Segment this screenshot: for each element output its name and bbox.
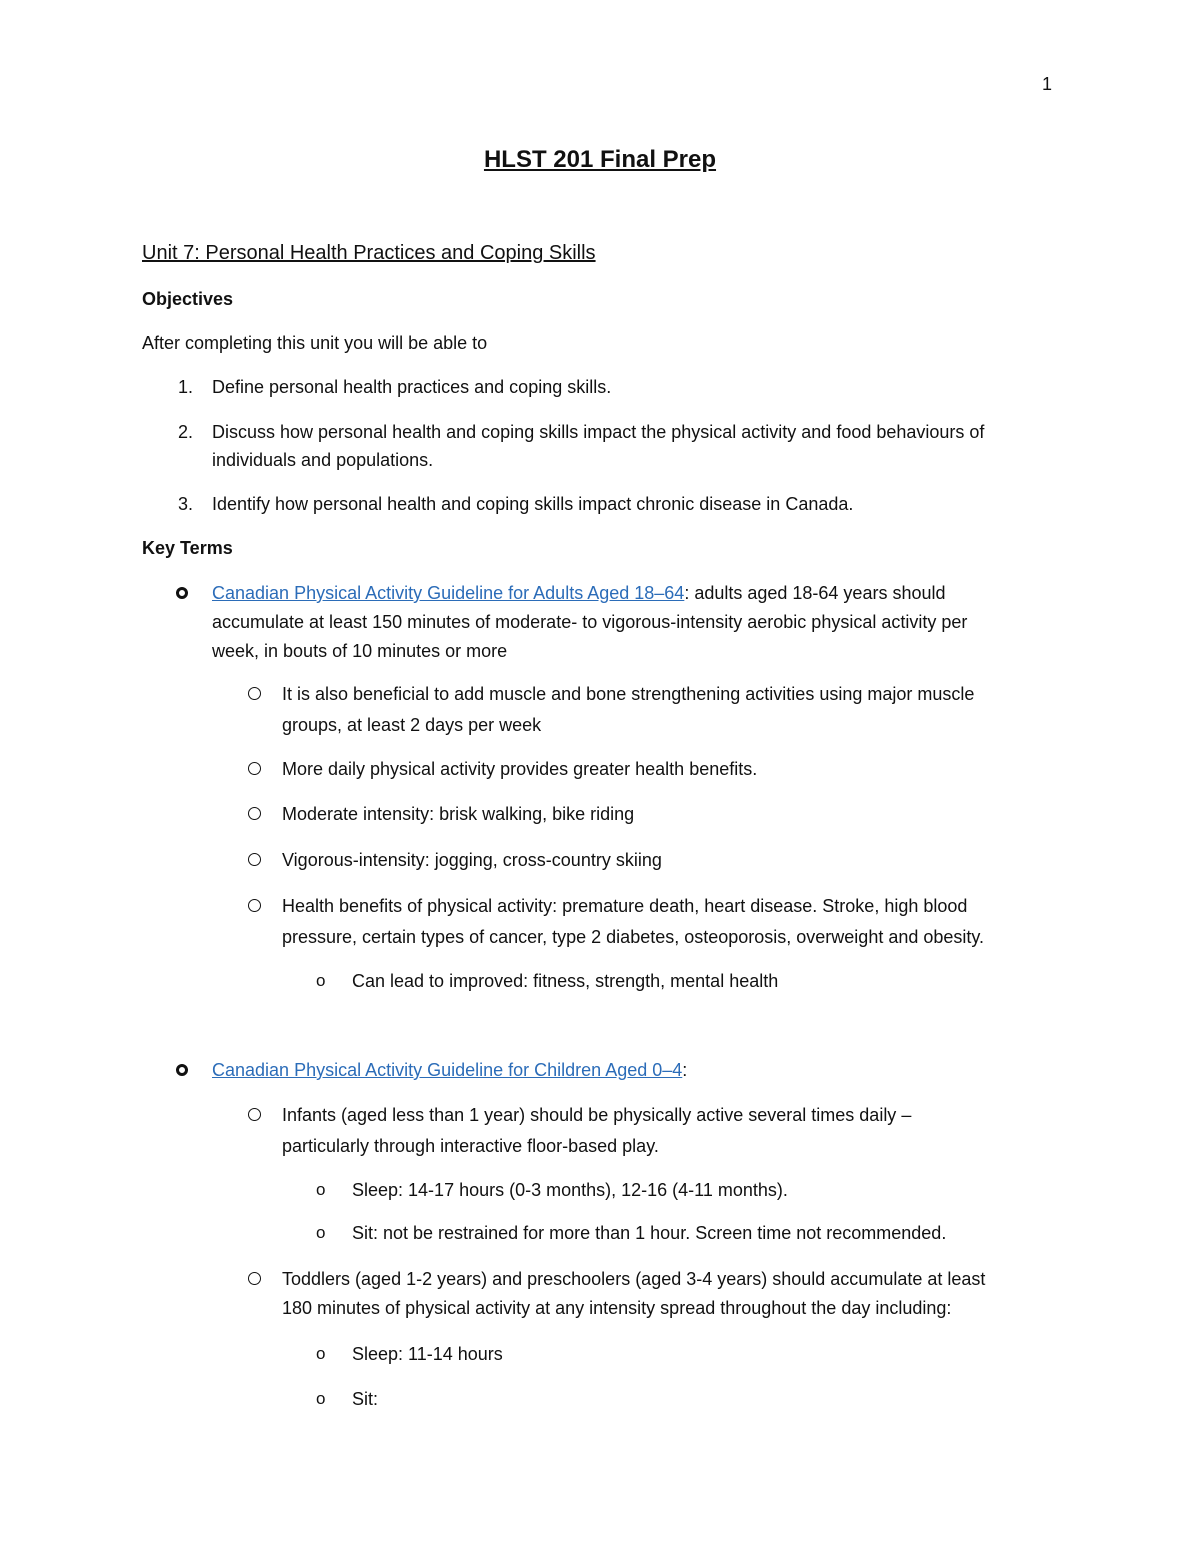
sub-item-cont: particularly through interactive floor-based play.: [282, 1136, 659, 1156]
document-title: HLST 201 Final Prep: [483, 146, 717, 173]
sub-sub-item: Sleep: 11-14 hours: [352, 1344, 503, 1364]
objective-number: 2.: [178, 422, 194, 442]
sub-item: Toddlers (aged 1-2 years) and preschoolers (aged 3-4 years) should accumulate at least: [282, 1269, 986, 1289]
objective-text: Identify how personal health and coping skills impact chronic disease in Canada.: [212, 494, 854, 514]
term-line: [212, 1055, 687, 1085]
key-terms-heading: Key Terms: [142, 538, 233, 558]
page-number: 1: [1042, 74, 1053, 94]
bullet-icon: [248, 853, 261, 866]
objective-text: Define personal health practices and coping skills.: [212, 377, 612, 397]
sub-item: Health benefits of physical activity: premature death, heart disease. Stroke, high blood: [282, 896, 968, 916]
bullet-icon: o: [316, 1223, 326, 1242]
bullet-icon: [176, 1064, 188, 1076]
objective-number: 3.: [178, 494, 194, 514]
bullet-icon: o: [316, 1389, 326, 1408]
sub-item: Infants (aged less than 1 year) should be physically active several times daily –: [282, 1105, 912, 1125]
objectives-heading: Objectives: [142, 289, 234, 309]
bullet-icon: [176, 587, 188, 599]
objective-text: Discuss how personal health and coping skills impact the physical activity and food behaviours of: [212, 422, 985, 442]
bullet-icon: [248, 762, 261, 775]
bullet-icon: [248, 687, 261, 700]
bullet-icon: [248, 1108, 261, 1121]
objective-text-cont: individuals and populations.: [212, 450, 434, 470]
bullet-icon: [248, 899, 261, 912]
bullet-icon: o: [316, 1180, 326, 1199]
bullet-icon: [248, 1272, 261, 1285]
term-text-cont: accumulate at least 150 minutes of moderate- to vigorous-intensity aerobic physical activity per: [212, 612, 968, 632]
term-line: [212, 578, 946, 608]
bullet-icon: o: [316, 971, 326, 990]
sub-item-cont: groups, at least 2 days per week: [282, 715, 542, 735]
term-text-cont: week, in bouts of 10 minutes or more: [212, 641, 508, 661]
objectives-intro: After completing this unit you will be able to: [142, 333, 488, 353]
unit-heading: Unit 7: Personal Health Practices and Coping Skills: [142, 242, 596, 264]
term-text: :: [682, 1060, 688, 1080]
sub-item: Vigorous-intensity: jogging, cross-country skiing: [282, 850, 662, 870]
sub-sub-item: Sleep: 14-17 hours (0-3 months), 12-16 (4-11 months).: [352, 1180, 788, 1200]
bullet-icon: o: [316, 1344, 326, 1363]
sub-item: It is also beneficial to add muscle and bone strengthening activities using major muscle: [282, 684, 975, 704]
sub-item: More daily physical activity provides greater health benefits.: [282, 759, 758, 779]
sub-sub-item: Can lead to improved: fitness, strength, mental health: [352, 971, 779, 991]
bullet-icon: [248, 807, 261, 820]
term-text: : adults aged 18-64 years should: [684, 583, 946, 603]
sub-item-cont: pressure, certain types of cancer, type 2 diabetes, osteoporosis, overweight and obesity.: [282, 927, 985, 947]
adults-guideline-link[interactable]: Canadian Physical Activity Guideline for Adults Aged 18–64: [212, 583, 685, 603]
sub-sub-item: Sit:: [352, 1389, 379, 1409]
children-guideline-link[interactable]: Canadian Physical Activity Guideline for Children Aged 0–4: [212, 1060, 683, 1080]
sub-item-cont: 180 minutes of physical activity at any intensity spread throughout the day including:: [282, 1298, 952, 1318]
sub-sub-item: Sit: not be restrained for more than 1 hour. Screen time not recommended.: [352, 1223, 947, 1243]
sub-item: Moderate intensity: brisk walking, bike riding: [282, 804, 635, 824]
objective-number: 1.: [178, 377, 194, 397]
